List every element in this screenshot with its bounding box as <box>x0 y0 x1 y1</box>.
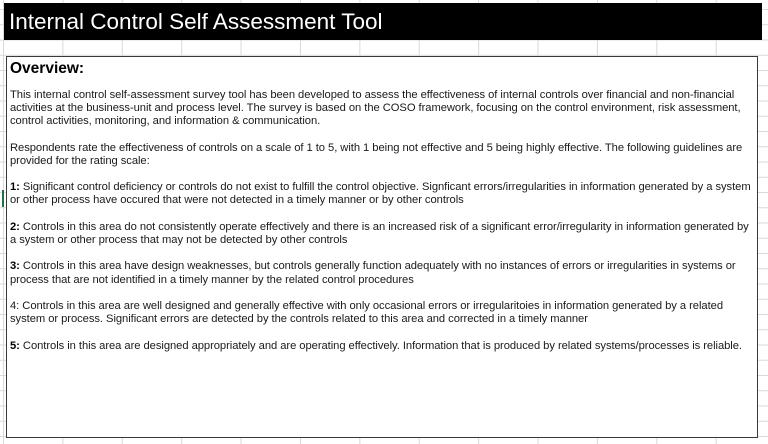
page-title: Internal Control Self Assessment Tool <box>9 9 383 34</box>
rating-5-text: Controls in this area are designed appropriately and are operating effectively. Information that is produced by related systems/processes is reliable. <box>19 339 742 352</box>
rating-4-text: Controls in this area are well designed and generally effective with only occasional errors or irregularitoies in information generated by a related system or process. Significant errors are detected by the controls related to this area and corrected in a timely manner <box>10 299 723 326</box>
intro-paragraph: This internal control self-assessment survey tool has been developed to assess the effectiveness of internal controls over financial and non-financial activities at the business-unit and process level. The survey is based on the COSO framework, focusing on the control environment, risk assessment, control activities, monitoring, and information & communication. <box>10 89 741 128</box>
rating-3-paragraph <box>10 260 754 286</box>
title-banner[interactable] <box>4 3 762 40</box>
rating-4-paragraph <box>10 300 754 326</box>
overview-text-box[interactable] <box>6 56 758 438</box>
rating-2-text: Controls in this area do not consistently operate effectively and there is an increased risk of a significant error/irregularity in information generated by a system or other process that may not be detected by other controls <box>10 220 749 246</box>
rating-3-label: 3: <box>10 260 20 273</box>
rating-5-label: 5: <box>10 339 20 352</box>
scale-intro-paragraph: Respondents rate the effectiveness of controls on a scale of 1 to 5, with 1 being not effective and 5 being highly effective. The following guidelines are provided for the rating scale: <box>10 141 743 167</box>
rating-1-text: Significant control deficiency or controls do not exist to fulfill the control objective. Signficant errors/irregularities in information generated by a system or other process have occured that were not detected in a timely manner or by other controls <box>10 181 751 207</box>
rating-4-label: 4: <box>10 299 20 312</box>
rating-1-label: 1: <box>10 181 20 194</box>
rating-3-text: Controls in this area have design weaknesses, but controls generally function adequately with no instances of errors or irregularities in systems or process that are not identified in a timely manner by the related control procedures <box>10 260 736 286</box>
rating-2-label: 2: <box>10 220 20 233</box>
rating-5-paragraph <box>10 340 754 353</box>
rating-1-paragraph <box>10 181 754 207</box>
overview-heading: Overview: <box>10 60 85 77</box>
rating-2-paragraph <box>10 221 754 247</box>
active-cell-indicator <box>2 190 4 207</box>
